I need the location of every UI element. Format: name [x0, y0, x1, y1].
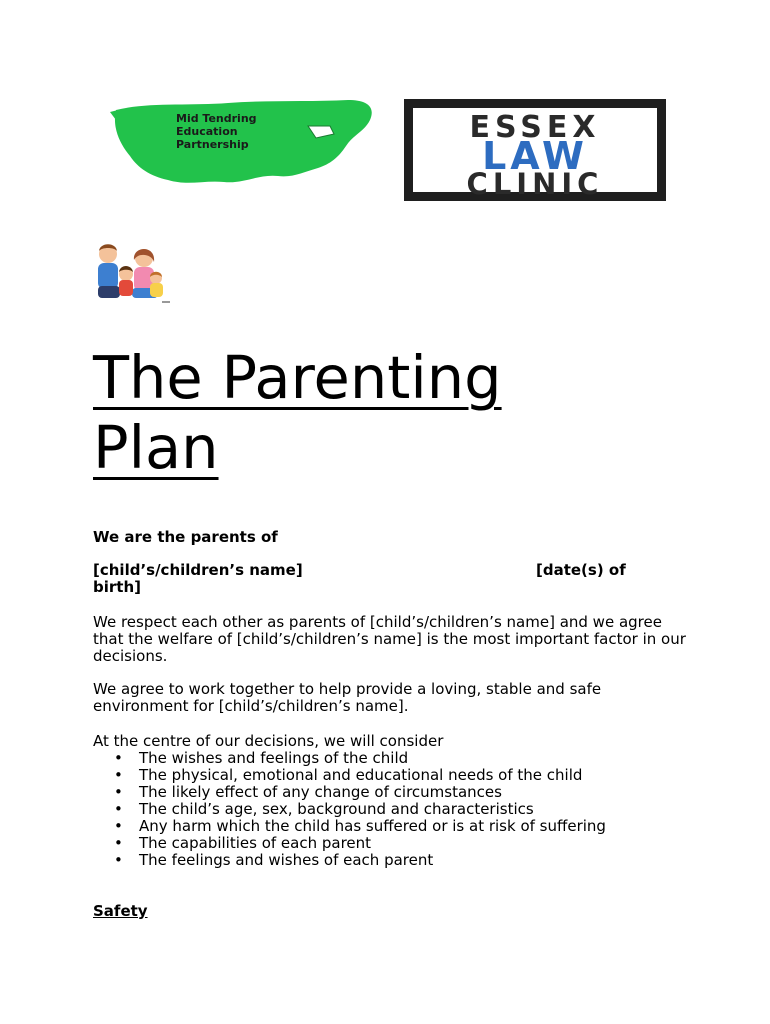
- title-line-2: Plan: [93, 413, 219, 482]
- list-item: • The capabilities of each parent: [114, 834, 372, 852]
- child-name-placeholder: [child’s/children’s name]: [93, 561, 303, 579]
- list-item: • The wishes and feelings of the child: [114, 749, 409, 767]
- bullet: •: [114, 800, 123, 818]
- dob-placeholder-end: birth]: [93, 578, 141, 596]
- elc-line-clinic: CLINIC: [466, 167, 604, 201]
- mtep-logo-text: Mid Tendring Education Partnership: [176, 112, 257, 151]
- respect-paragraph: We respect each other as parents of [child’s/children’s name] and we agree that the welfare of [child’s/children’s name] is the most important factor in our decisions.: [93, 613, 686, 665]
- parents-of-heading: We are the parents of: [93, 528, 278, 546]
- list-item: • The likely effect of any change of circumstances: [114, 783, 502, 801]
- bullet: •: [114, 766, 123, 784]
- title-line-1: The Parenting: [93, 343, 502, 412]
- agree-paragraph: We agree to work together to help provide a loving, stable and safe environment for [child’s/children’s name].: [93, 680, 602, 715]
- bullet: •: [114, 834, 123, 852]
- considerations-list: [114, 750, 606, 869]
- bullet: •: [114, 851, 123, 869]
- mid-tendring-education-partnership-logo: [108, 98, 378, 193]
- list-item: • The physical, emotional and educational needs of the child: [114, 766, 583, 784]
- page-title: [93, 343, 502, 483]
- bullet: •: [114, 783, 123, 801]
- bullet: •: [114, 749, 123, 767]
- dob-placeholder-start: [date(s) of: [536, 561, 626, 579]
- child-name-dob-line: [93, 562, 633, 596]
- bullet: •: [114, 817, 123, 835]
- consider-intro: At the centre of our decisions, we will consider: [93, 732, 444, 750]
- essex-law-clinic-logo: [404, 99, 666, 201]
- family-icon: [92, 240, 172, 306]
- list-item: • The child’s age, sex, background and characteristics: [114, 800, 534, 818]
- list-item: • Any harm which the child has suffered or is at risk of suffering: [114, 817, 606, 835]
- list-item: • The feelings and wishes of each parent: [114, 851, 434, 869]
- elc-line-essex: ESSEX: [469, 110, 601, 145]
- elc-line-law: LAW: [482, 134, 588, 178]
- safety-heading: Safety: [93, 902, 148, 920]
